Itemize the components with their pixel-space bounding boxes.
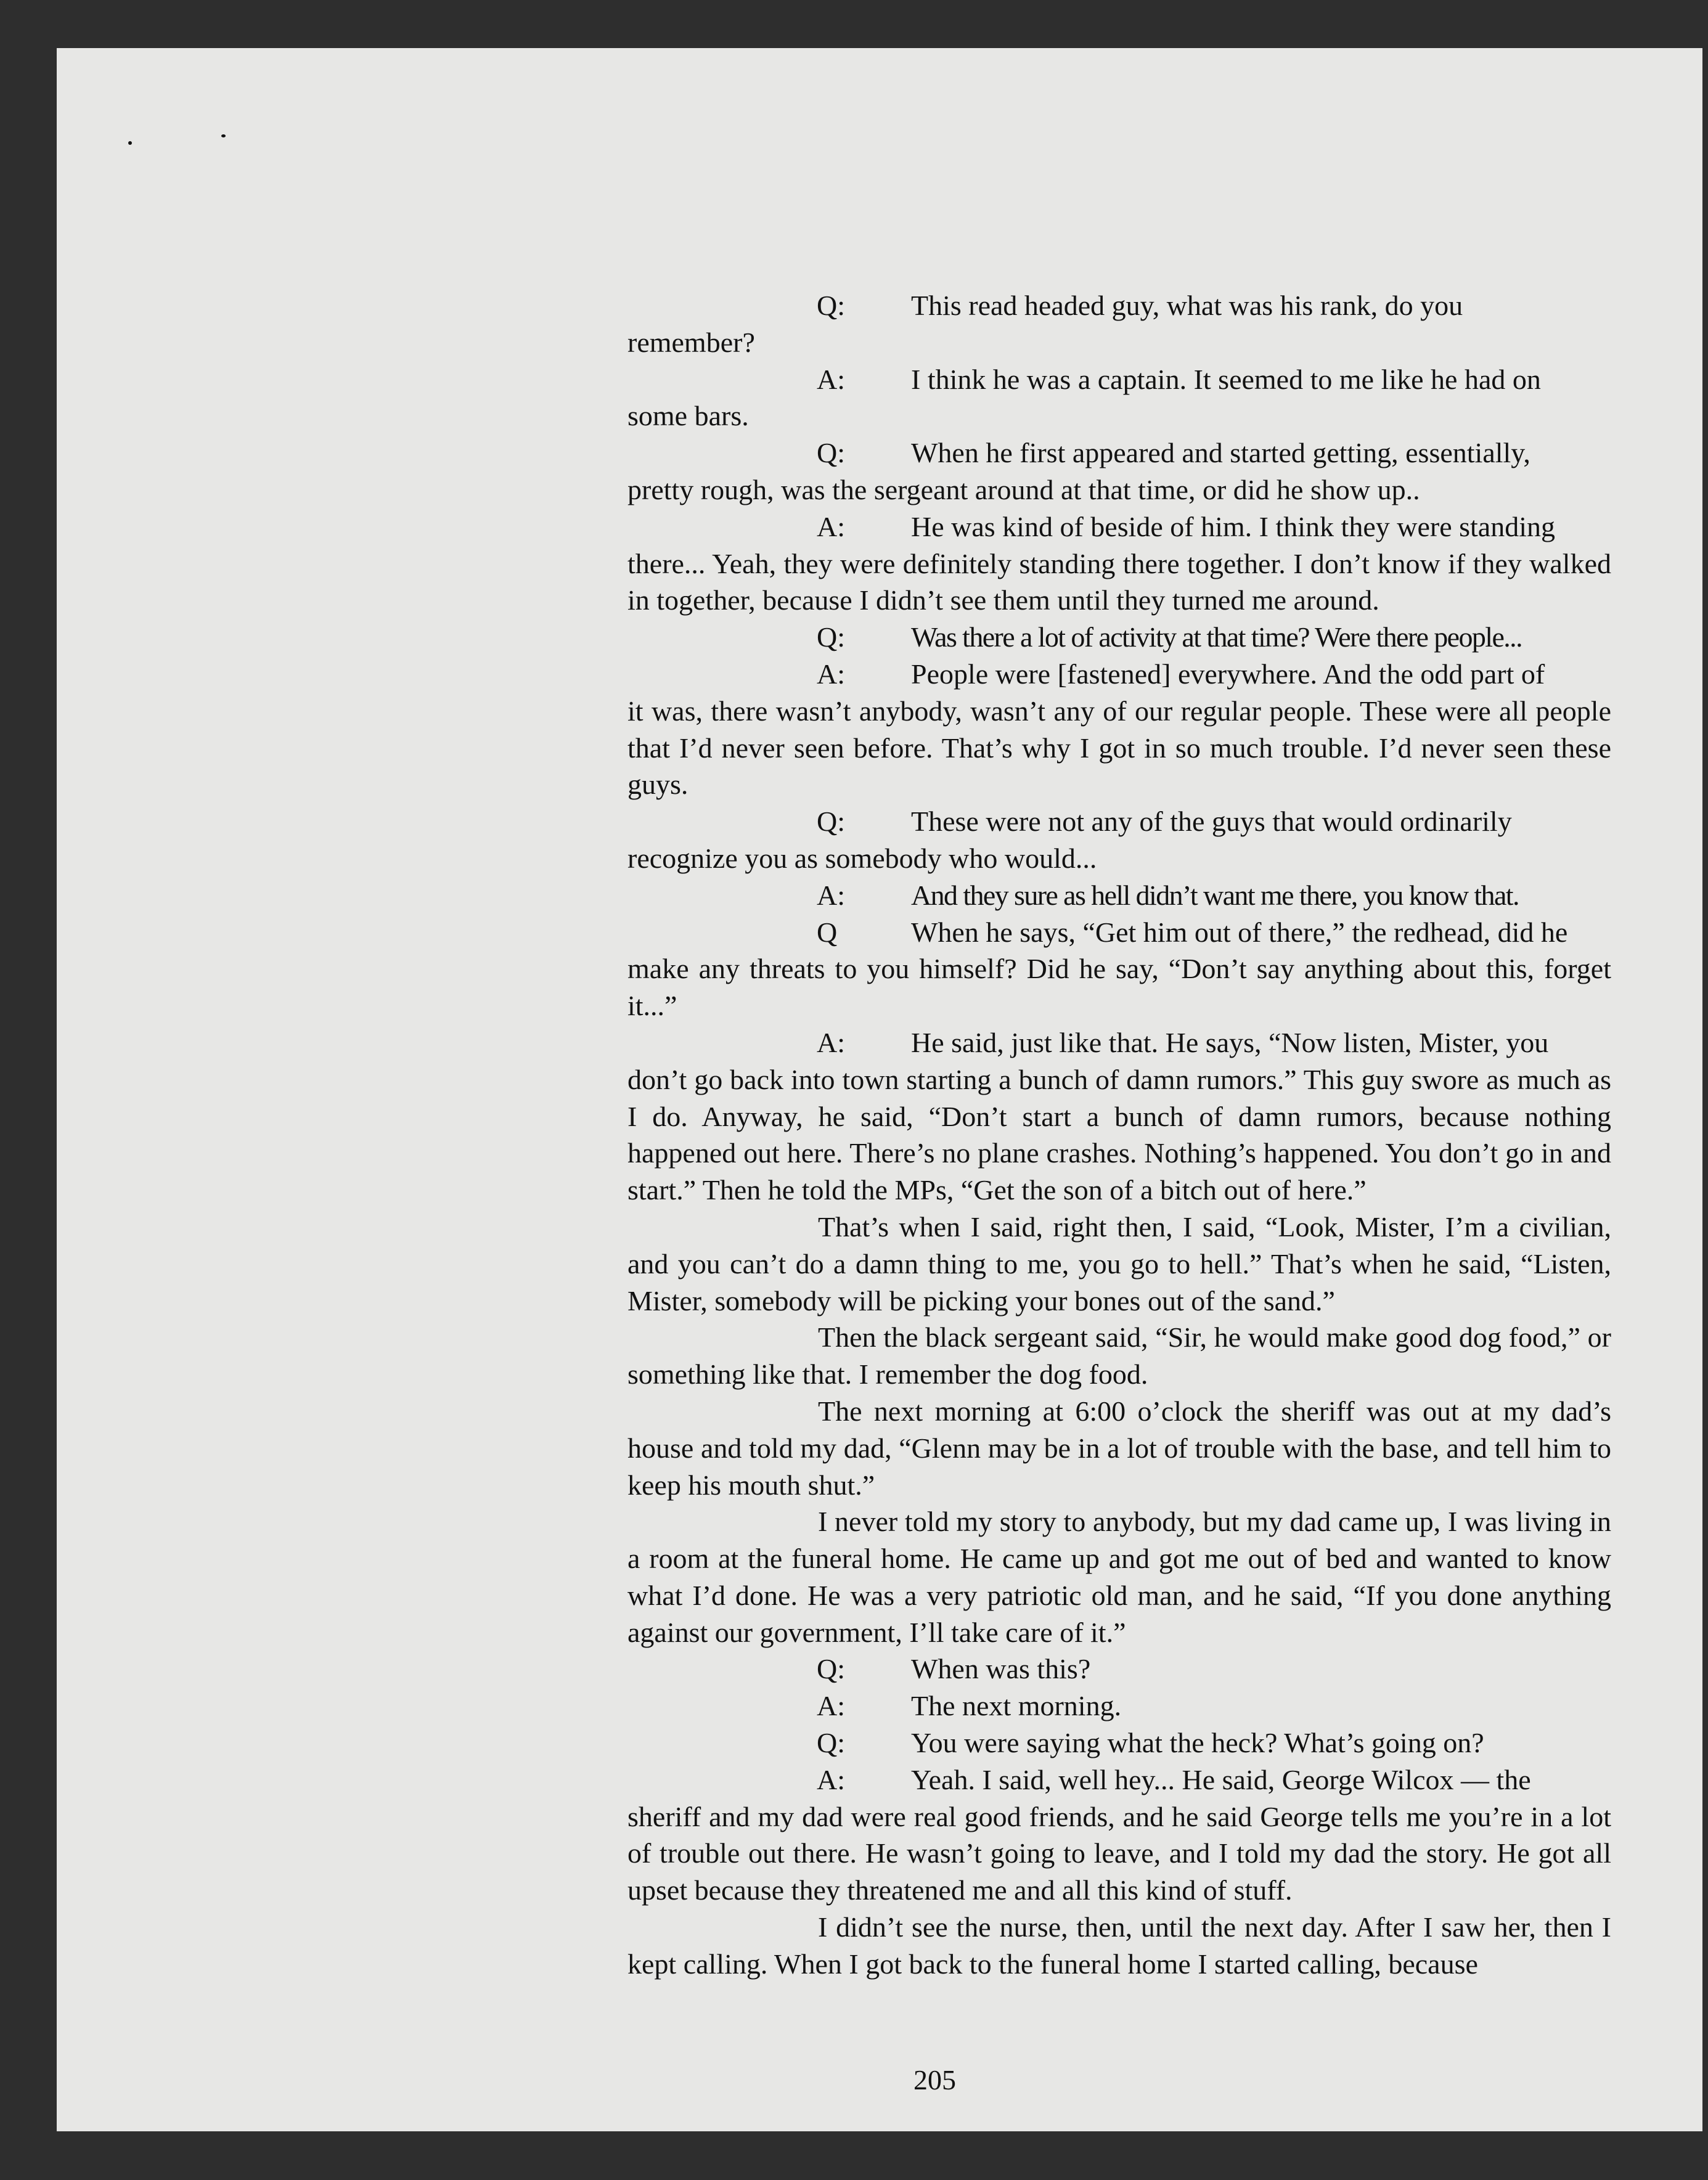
qa-text: When he first appeared and started getting, essentially, [911, 437, 1530, 469]
qa-first-line [627, 656, 1611, 693]
page-number: 205 [913, 2064, 956, 2096]
speaker-label: A: [817, 363, 845, 395]
speaker-label: Q [817, 916, 838, 948]
qa-text: He said, just like that. He says, “Now listen, Mister, you [911, 1026, 1549, 1058]
narrative-paragraph: That’s when I said, right then, I said, “Look, Mister, I’m a civilian, and you can’t do a damn thing to me, you go to hell.” That’s when he said, “Listen, Mister, somebody will be picking your bones out of the sand.” [627, 1210, 1611, 1317]
qa-continuation: pretty rough, was the sergeant around at that time, or did he show up.. [627, 473, 1420, 505]
speaker-label: A: [817, 1763, 845, 1795]
qa-text: When was this? [911, 1653, 1091, 1685]
qa-text: He was kind of beside of him. I think they were standing [911, 510, 1555, 542]
qa-continuation: sheriff and my dad were real good friends, and he said George tells me you’re in a lot of trouble out there. He wasn’t going to leave, and I told my dad the story. He got all upset because they threatened me and all this kind of stuff. [627, 1800, 1611, 1906]
qa-continuation: make any threats to you himself? Did he say, “Don’t say anything about this, forget it...” [627, 953, 1611, 1022]
qa-text: Was there a lot of activity at that time? Were there people... [911, 621, 1522, 653]
qa-first-line [627, 508, 1611, 545]
speaker-label: Q: [817, 621, 845, 653]
qa-first-line [627, 1024, 1611, 1061]
speaker-label: A: [817, 879, 845, 911]
qa-text: This read headed guy, what was his rank, do you [911, 290, 1463, 321]
narrative-paragraph: I didn’t see the nurse, then, until the next day. After I saw her, then I kept calling. When I got back to the funeral home I started calling, because [627, 1911, 1611, 1980]
qa-text: And they sure as hell didn’t want me there, you know that. [911, 879, 1519, 911]
speaker-label: A: [817, 658, 845, 690]
qa-continuation: remember? [627, 326, 755, 358]
qa-continuation: there... Yeah, they were definitely standing there together. I don’t know if they walked in together, because I didn’t see them until they turned me around. [627, 547, 1611, 616]
qa-text: People were [fastened] everywhere. And the odd part of [911, 658, 1545, 690]
scan-speck [128, 141, 132, 145]
qa-first-line [627, 361, 1611, 398]
speaker-label: Q: [817, 437, 845, 469]
speaker-label: A: [817, 1690, 845, 1722]
qa-text: You were saying what the heck? What’s going on? [911, 1727, 1484, 1759]
qa-first-line [627, 435, 1611, 472]
qa-first-line [627, 914, 1611, 951]
narrative-paragraph: I never told my story to anybody, but my dad came up, I was living in a room at the funeral home. He came up and got me out of bed and wanted to know what I’d done. He was a very patriotic old man, and he said, “If you done anything against our government, I’ll take care of it.” [627, 1506, 1611, 1648]
qa-text: Yeah. I said, well hey... He said, George Wilcox — the [911, 1763, 1531, 1795]
qa-text: The next morning. [911, 1690, 1122, 1722]
qa-first-line [627, 803, 1611, 840]
transcript-body [627, 287, 1611, 1983]
narrative-paragraph: Then the black sergeant said, “Sir, he would make good dog food,” or something like that. I remember the dog food. [627, 1321, 1611, 1390]
qa-first-line [627, 1725, 1611, 1762]
qa-continuation: it was, there wasn’t anybody, wasn’t any of our regular people. These were all people that I’d never seen before. That’s why I got in so much trouble. I’d never seen these guys. [627, 695, 1611, 801]
qa-first-line [627, 619, 1611, 656]
speaker-label: Q: [817, 1727, 845, 1759]
speaker-label: Q: [817, 290, 845, 321]
qa-continuation: don’t go back into town starting a bunch of damn rumors.” This guy swore as much as I do. Anyway, he said, “Don’t start a bunch of damn rumors, because nothing happened out here. There’s no plane crashes. Nothing’s happened. You don’t go in and start.” Then he told the MPs, “Get the son of a bitch out of here.” [627, 1063, 1611, 1206]
qa-first-line [627, 1651, 1611, 1688]
scan-speck [221, 134, 226, 137]
qa-first-line [627, 1688, 1611, 1725]
speaker-label: A: [817, 510, 845, 542]
qa-continuation: some bars. [627, 400, 749, 432]
speaker-label: Q: [817, 806, 845, 838]
speaker-label: Q: [817, 1653, 845, 1685]
qa-first-line [627, 1762, 1611, 1798]
narrative-paragraph: The next morning at 6:00 o’clock the sheriff was out at my dad’s house and told my dad, “Glenn may be in a lot of trouble with the base, and tell him to keep his mouth shut.” [627, 1395, 1611, 1501]
qa-continuation: recognize you as somebody who would... [627, 842, 1097, 874]
qa-text: I think he was a captain. It seemed to me like he had on [911, 363, 1541, 395]
qa-first-line [627, 877, 1611, 914]
qa-text: When he says, “Get him out of there,” the redhead, did he [911, 916, 1568, 948]
qa-text: These were not any of the guys that would ordinarily [911, 806, 1512, 838]
speaker-label: A: [817, 1026, 845, 1058]
document-page [57, 48, 1702, 2131]
qa-first-line [627, 287, 1611, 324]
